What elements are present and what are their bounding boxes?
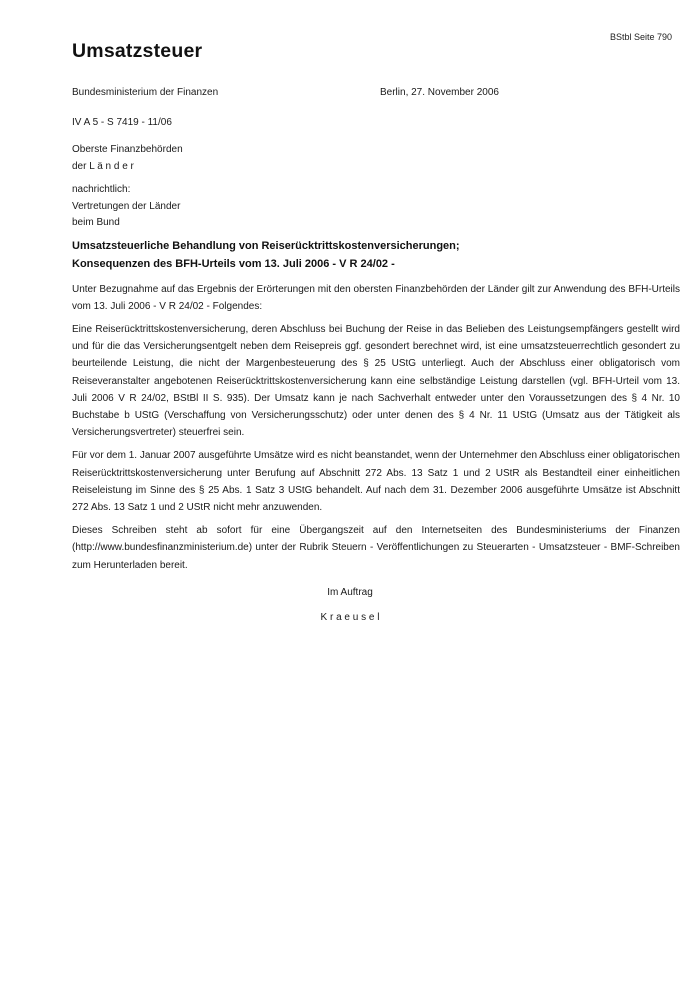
cc-line-1: Vertretungen der Länder (72, 200, 181, 212)
sender-name: Bundesministerium der Finanzen (72, 87, 219, 98)
signature-name: K r a e u s e l (320, 611, 380, 623)
recipient-line-1: Oberste Finanzbehörden (72, 144, 183, 155)
document-title: Umsatzsteuer (72, 40, 203, 62)
cc-line-2: beim Bund (72, 217, 120, 228)
place-date: Berlin, 27. November 2006 (380, 87, 499, 98)
subject-line-2: Konsequenzen des BFH-Urteils vom 13. Juli 2006 - V R 24/02 - (72, 257, 395, 270)
recipient-block (72, 142, 680, 175)
paragraph-intro: Unter Bezugnahme auf das Ergebnis der Erörterungen mit den obersten Finanzbehörden der Länder gilt zur Anwendung des BFH-Urteils vom 13. Juli 2006 - V R 24/02 - Folgendes: (72, 283, 680, 312)
cc-label: nachrichtlich: (72, 184, 131, 195)
subject-line-1: Umsatzsteuerliche Behandlung von Reiserücktrittskostenversicherungen; (72, 239, 460, 252)
paragraph-transition-rule: Für vor dem 1. Januar 2007 ausgeführte Umsätze wird es nicht beanstandet, wenn der Unternehmer den Abschluss einer obligatorischen Reiserücktrittskostenversicherung unter Berufung auf Abschnitt 272 Abs. 13 Satz 1 und 2 UStR als Bestandteil einer einheitlichen Reiseleistung im Sinne des § 25 Abs. 1 Satz 3 UStG behandelt. Auf nach dem 31. Dezember 2006 ausgeführte Umsätze ist Abschnitt 272 Abs. 13 Satz 1 und 2 UStR nicht mehr anzuwenden. (72, 450, 680, 513)
cc-block (72, 182, 680, 232)
recipient-line-2: der L ä n d e r (72, 160, 134, 172)
page-reference: BStbl Seite 790 (609, 32, 672, 42)
closing-formula: Im Auftrag (327, 586, 373, 598)
paragraph-main-ruling: Eine Reiserücktrittskostenversicherung, deren Abschluss bei Buchung der Reise in das Belieben des Leistungsempfängers gestellt wird und für die das Versicherungsentgelt neben dem Reisepreis ggf. gesondert berechnet wird, ist eine umsatzsteuerrechtlich gesondert zu beurteilende Leistung, die nicht der Margenbesteuerung des § 25 UStG unterliegt. Auch der Abschluss einer obligatorisch vom Reiseveranstalter angebotenen Reiserücktrittskostenversicherung kann eine selbständige Leistung darstellen (vgl. BFH-Urteil vom 13. Juli 2006 V R 24/02, BStBl II S. 935). Der Umsatz kann je nach Sachverhalt entweder unter den Voraussetzungen des § 4 Nr. 10 Buchstabe b UStG (Verschaffung von Versicherungsschutz) oder unter denen des § 4 Nr. 11 UStG (Umsatz aus der Tätigkeit als Versicherungsvertreter) steuerfrei sein. (72, 323, 680, 439)
document-content (72, 0, 680, 626)
file-reference: IV A 5 - S 7419 - 11/06 (72, 117, 172, 128)
subject-heading (72, 237, 680, 273)
letterhead-row (72, 85, 680, 101)
paragraph-publication-note: Dieses Schreiben steht ab sofort für eine Übergangszeit auf den Internetseiten des Bundesministeriums der Finanzen (http://www.bundesfinanzministerium.de) unter der Rubrik Steuern - Veröffentlichungen zu Steuerarten - Umsatzsteuer - BMF-Schreiben zum Herunterladen bereit. (72, 525, 680, 571)
closing-block (0, 584, 700, 626)
